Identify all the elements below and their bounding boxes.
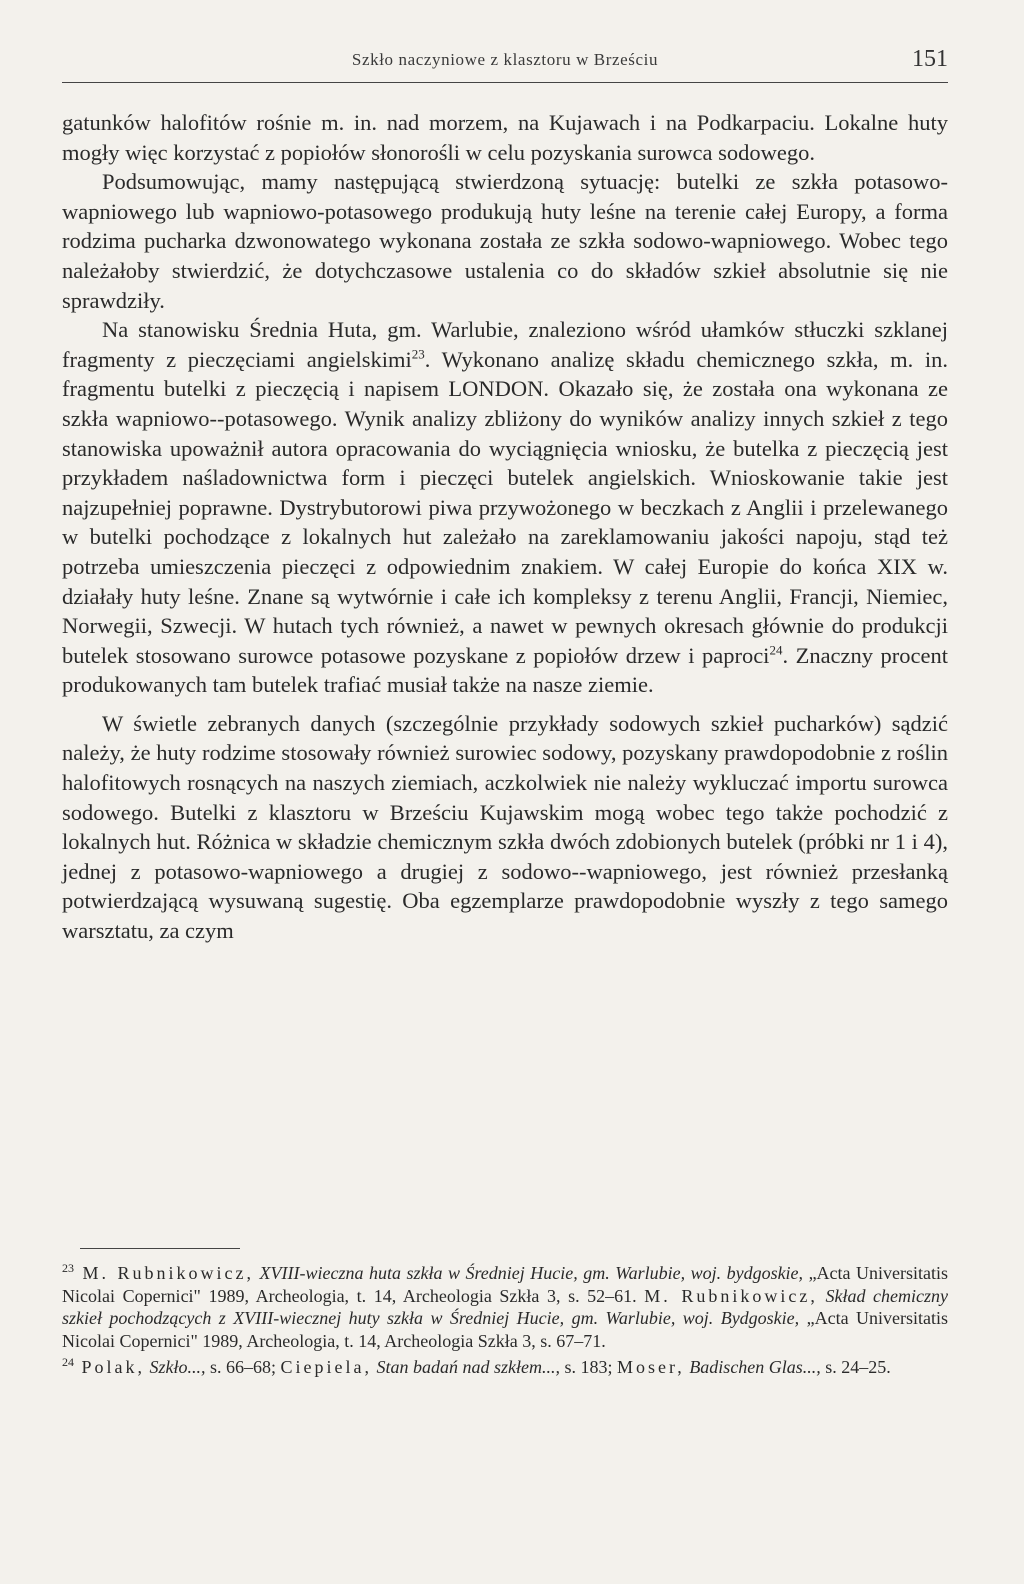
footnote-marker: 23 <box>62 1261 74 1275</box>
footnote-citation: „Acta Universitatis Nicolai Copernici" 1989, Archeologia, t. 14, Archeologia Szkła 3, s. 52–61. <box>62 1263 949 1306</box>
footnote-citation: s. 66–68; <box>210 1357 277 1377</box>
paragraph-2: Podsumowując, mamy następującą stwierdzoną sytuację: butelki ze szkła potasowo-wapniowego lub wapniowo-potasowego produkują huty leśne na terenie całej Europy, a forma rodzima pucharka dzwonowatego wykonana została ze szkła sodowo-wapniowego. Wobec tego należałoby stwierdzić, że dotychczasowe ustalenia co do składów szkieł absolutnie się nie sprawdziły. <box>62 169 948 313</box>
footnote-24 <box>62 1356 948 1379</box>
footnote-author: M. Rubnikowicz, <box>644 1285 818 1306</box>
paragraph-4: W świetle zebranych danych (szczególnie przykłady sodowych szkieł pucharków) sądzić należy, że huty rodzime stosowały również surowiec sodowy, pozyskany prawdopodobnie z roślin halofitowych rosnących na naszych ziemiach, aczkolwiek nie należy wykluczać importu surowca sodowego. Butelki z klasztoru w Brześciu Kujawskim mogą wobec tego także pochodzić z lokalnych hut. Różnica w składzie chemicznym szkła dwóch zdobionych butelek (próbki nr 1 i 4), jednej z potasowo-wapniowego a drugiej z sodowo--wapniowego, jest również przesłanką potwierdzającą wysuwaną sugestię. Oba egzemplarze prawdopodobnie wyszły z tego samego warsztatu, za czym <box>62 710 948 944</box>
footnote-separator <box>80 1248 240 1249</box>
page-header <box>62 46 948 83</box>
paragraph-3-part-a: Na stanowisku Średnia Huta, gm. Warlubie, znaleziono wśród ułamków stłuczki szklanej fragmenty z pieczęciami angielskimi <box>62 317 948 372</box>
footnote-author: Polak, <box>81 1357 146 1377</box>
footnote-title: XVIII-wieczna huta szkła w Średniej Hucie, gm. Warlubie, woj. bydgoskie, <box>259 1263 804 1283</box>
footnotes <box>62 1262 948 1383</box>
footnote-23 <box>62 1262 948 1352</box>
paragraph-3-part-c: . Znaczny procent produkowanych tam butelek trafiać musiał także na nasze ziemie. <box>62 642 949 698</box>
footnote-citation: s. 24–25. <box>825 1357 891 1377</box>
page-number: 151 <box>912 46 948 72</box>
paragraph-3-part-b: . Wykonano analizę składu chemicznego szkła, m. in. fragmentu butelki z pieczęcią i napisem LONDON. Okazało się, że została ona wykonana ze szkła wapniowo--potasowego. Wynik analizy zbliżony do wyników analizy innych szkieł z tego stanowiska upoważnił autora opracowania do wyciągnięcia wniosku, że butelka z pieczęcią jest przykładem naśladownictwa form i pieczęci butelek angielskich. Wnioskowanie takie jest najzupełniej poprawne. Dystrybutorowi piwa przywożonego w beczkach z Anglii i przelewanego w butelki pochodzące z lokalnych hut zależało na zareklamowaniu jakości napoju, stąd też potrzeba umieszczenia pieczęci z odpowiednim znakiem. W całej Europie do końca XIX w. działały huty leśne. Znane są wytwórnie i całe ich kompleksy z terenu Anglii, Francji, Niemiec, Norwegii, Szwecji. W hutach tych również, a nawet w pewnych okresach głównie do produkcji butelek stosowano surowce potasowe pozyskane z popiołów drzew i paproci <box>62 346 949 668</box>
footnote-title: Skład chemiczny szkieł pochodzących z XVIII-wiecznej huty szkła w Średniej Hucie, gm. Warlubie, woj. Bydgoskie, <box>62 1285 948 1328</box>
footnote-citation: s. 183; <box>564 1357 613 1377</box>
footnote-title: Szkło..., <box>149 1357 206 1377</box>
footnote-title: Badischen Glas..., <box>689 1357 821 1377</box>
footnote-author: M. Rubnikowicz, <box>82 1263 254 1283</box>
paragraph-1: gatunków halofitów rośnie m. in. nad morzem, na Kujawach i na Podkarpaciu. Lokalne huty mogły więc korzystać z popiołów słonorośli w celu pozyskania surowca sodowego. <box>62 110 948 165</box>
footnote-author: Moser, <box>617 1357 685 1377</box>
main-text <box>62 108 948 946</box>
footnote-citation: „Acta Universitatis Nicolai Copernici" 1989, Archeologia, t. 14, Archeologia Szkła 3, s. 67–71. <box>62 1308 948 1351</box>
running-title: Szkło naczyniowe z klasztoru w Brześciu <box>351 50 659 69</box>
footnote-ref-23[interactable]: 23 <box>411 346 425 362</box>
paragraph-3 <box>62 315 948 700</box>
footnote-author: Ciepiela, <box>280 1357 373 1377</box>
footnote-marker: 24 <box>62 1355 74 1369</box>
footnote-title: Stan badań nad szkłem..., <box>376 1357 561 1377</box>
footnote-ref-24[interactable]: 24 <box>769 642 783 658</box>
